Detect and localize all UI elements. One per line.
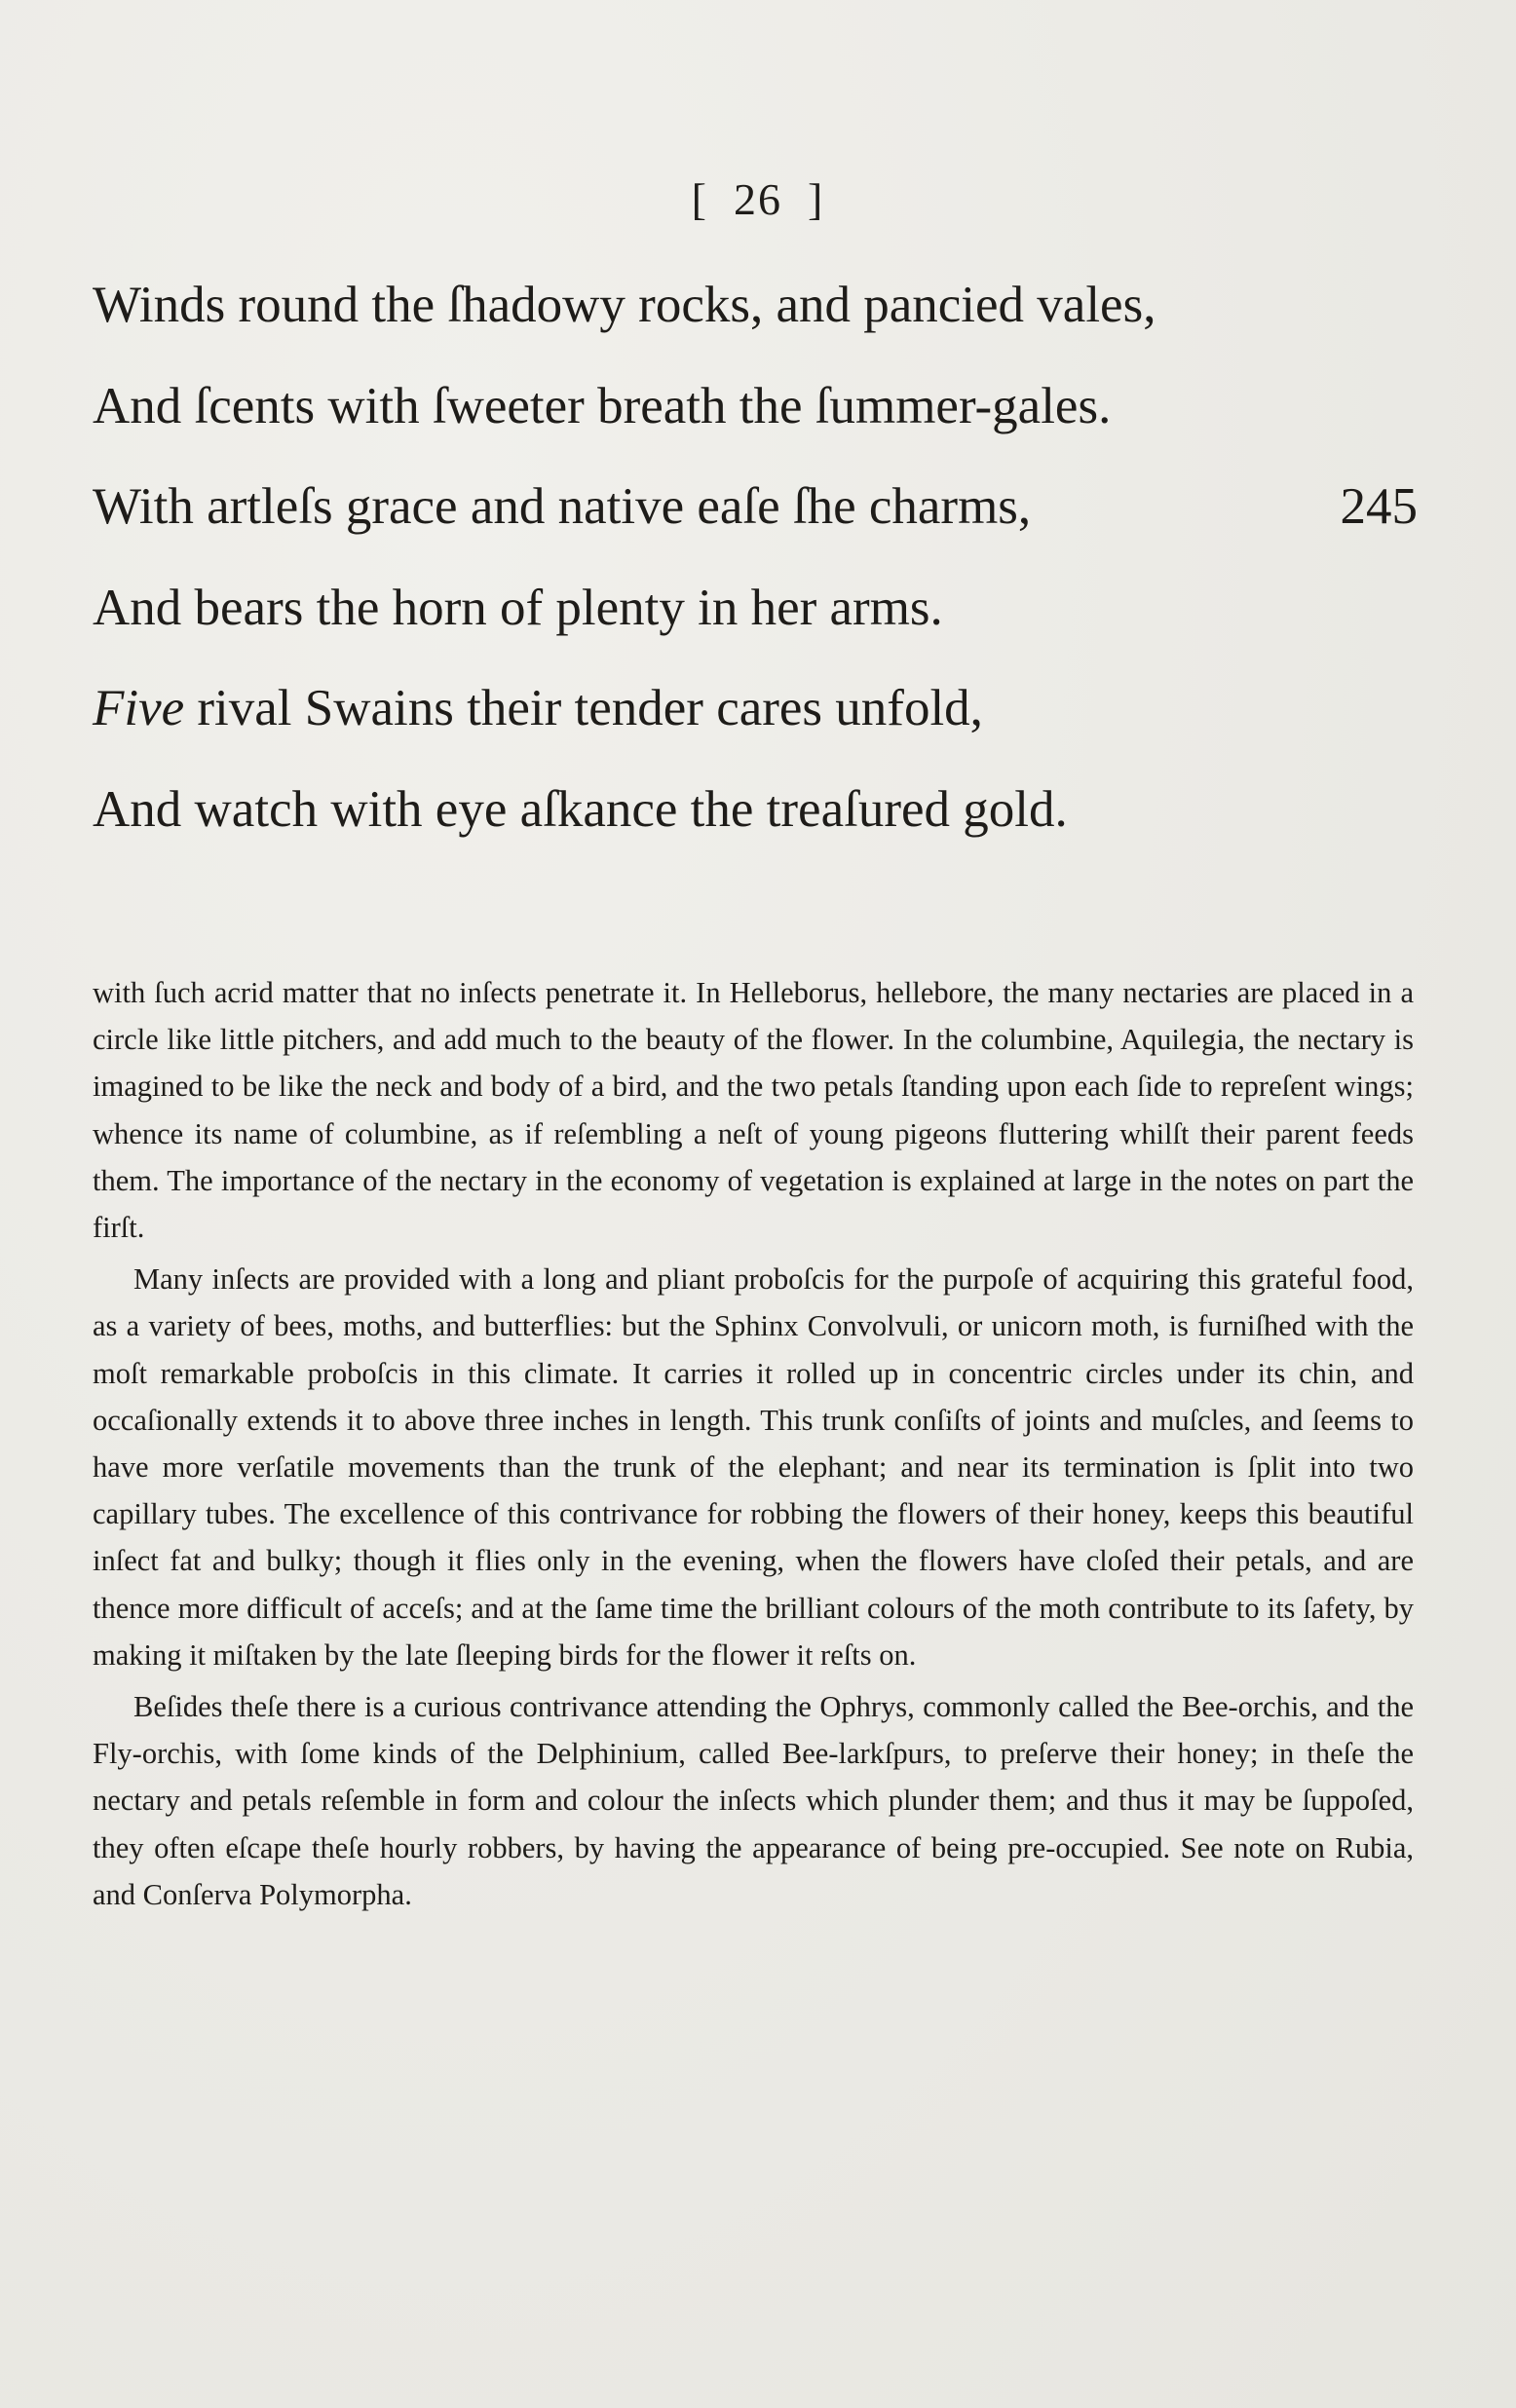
line-number: 245: [1340, 478, 1418, 535]
page-number-value: 26: [734, 174, 782, 224]
verse-line-text: And ſcents with ſweeter breath the ſummer-gales.: [93, 377, 1112, 434]
verse-line: [93, 658, 1418, 760]
note-paragraph: Many inſects are provided with a long and pliant proboſcis for the purpoſe of acquiring this grateful food, as a variety of bees, moths, and butterflies: but the Sphinx Convolvuli, or unicorn moth, is furniſhed with the moſt remarkable proboſcis in this climate. It carries it rolled up in concentric circles under its chin, and occaſionally extends it to above three inches in length. This trunk conſiſts of joints and muſcles, and ſeems to have more verſatile movements than the trunk of the elephant; and near its termination is ſplit into two capillary tubes. The excellence of this contrivance for robbing the flowers of their honey, keeps this beautiful inſect fat and bulky; though it flies only in the evening, when the flowers have cloſed their petals, and are thence more difficult of acceſs; and at the ſame time the brilliant colours of the moth contribute to its ſafety, by making it miſtaken by the late ſleeping birds for the flower it reſts on.: [93, 1262, 1414, 1672]
verse-block: [93, 255, 1418, 860]
verse-line: [93, 357, 1418, 458]
verse-line: [93, 457, 1418, 558]
note-paragraph: Beſides theſe there is a curious contrivance attending the Ophrys, commonly called the Bee-orchis, and the Fly-orchis, with ſome kinds of the Delphinium, called Bee-larkſpurs, to preſerve their honey; in theſe the nectary and petals reſemble in form and colour the inſects which plunder them; and thus it may be ſuppoſed, they often eſcape theſe hourly robbers, by having the appearance of being pre-occupied. See note on Rubia, and Conſerva Polymorpha.: [93, 1690, 1414, 1911]
page-number-bracket-close: ]: [808, 174, 825, 224]
page-number-bracket-open: [: [691, 174, 708, 224]
verse-line: [93, 255, 1418, 357]
verse-line-lead: Five: [93, 680, 185, 736]
verse-line-text: And bears the horn of plenty in her arms.: [93, 579, 943, 636]
verse-line-text: With artleſs grace and native eaſe ſhe charms,: [93, 478, 1032, 535]
verse-line: [93, 760, 1418, 861]
footnotes: [93, 969, 1414, 1923]
verse-line-text: Winds round the ſhadowy rocks, and pancied vales,: [93, 277, 1156, 333]
page-number: [0, 173, 1516, 225]
verse-line-text: rival Swains their tender cares unfold,: [184, 680, 983, 736]
verse-line: [93, 558, 1418, 659]
note-paragraph: with ſuch acrid matter that no inſects penetrate it. In Helleborus, hellebore, the many nectaries are placed in a circle like little pitchers, and add much to the beauty of the flower. In the columbine, Aquilegia, the nectary is imagined to be like the neck and body of a bird, and the two petals ſtanding upon each ſide to repreſent wings; whence its name of columbine, as if reſembling a neſt of young pigeons fluttering whilſt their parent feeds them. The importance of the nectary in the economy of vegetation is explained at large in the notes on part the firſt.: [93, 976, 1414, 1245]
verse-line-text: And watch with eye aſkance the treaſured gold.: [93, 780, 1068, 838]
